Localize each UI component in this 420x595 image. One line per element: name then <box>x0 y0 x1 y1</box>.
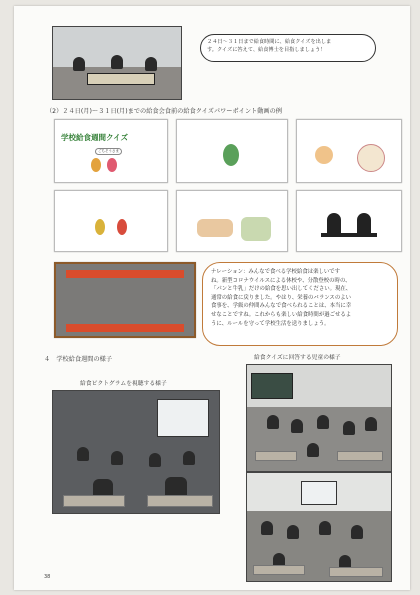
slide-quiz-title <box>54 119 168 183</box>
page-number: 38 <box>44 574 51 580</box>
child-figure-icon <box>117 219 127 235</box>
section-2-heading: （2）２４日(月)～３１日(月)までの給食会食前の給食クイズパワーポイント動画の例 <box>46 108 282 115</box>
header-bubble-line2: す。クイズに答えて、給食博士を目指しましょう！ <box>207 47 326 53</box>
caption-pictogram-photo: 給食ピクトグラムを視聴する様子 <box>80 381 167 387</box>
pictogram-table-icon <box>321 233 377 237</box>
narration-line: ナレーション：みんなで食べる学校給食は楽しいです <box>211 269 341 275</box>
eating-child-icon <box>315 146 333 164</box>
narration-line: 食事を、学級の仲間みんなで食べられることは、本当に幸 <box>211 303 352 310</box>
top-classroom-photo <box>52 26 182 100</box>
pictogram-person-icon <box>357 213 371 235</box>
classroom-screen <box>301 481 337 505</box>
pictogram-person-icon <box>327 213 341 235</box>
slide-question-1 <box>176 119 288 183</box>
caption-quiz-photo: 給食クイズに回答する児童の様子 <box>254 355 341 361</box>
lunch-group-icon <box>241 217 271 241</box>
teacher-figure-icon <box>223 144 239 166</box>
child-figure-icon <box>95 219 105 235</box>
pictogram-viewing-photo <box>52 390 220 514</box>
header-bubble-line1: ２４日～３１日まで給食時間に、給食クイズを出しま <box>207 39 332 45</box>
narration-line: 「パンと牛乳」だけの給食を思い出してください。現在、 <box>211 286 352 293</box>
narration-line: せなことですね。これからも楽しい給食時間が過ごせるよ <box>211 311 352 318</box>
narration-line: 通常の給食に戻りました。やはり、栄養のバランスのよい <box>211 294 351 301</box>
narration-bubble <box>202 262 398 346</box>
document-page <box>14 6 410 590</box>
quiz-title-text: 学校給食週間クイズ <box>61 133 129 142</box>
slide-pictogram <box>296 190 402 252</box>
classroom-screen <box>157 399 209 437</box>
slide-question-3 <box>54 190 168 252</box>
narration-line: ね。新型コロナウイルスによる休校や、分散登校の時の、 <box>211 277 351 284</box>
header-speech-bubble <box>200 34 376 62</box>
meal-plate-icon <box>357 144 385 172</box>
narration-line: うに、ルールを守って学校生活を送りましょう。 <box>211 320 330 327</box>
section-4-heading: ４ 学校給食週間の様子 <box>44 356 113 363</box>
lunch-group-icon <box>197 219 233 237</box>
quiz-answer-photo-2 <box>246 472 392 582</box>
badge: ごちそうさま <box>95 148 122 155</box>
child-figure-icon <box>91 158 101 172</box>
slide-closing-photo <box>54 262 196 338</box>
child-figure-icon <box>107 158 117 172</box>
slide-question-2 <box>296 119 402 183</box>
quiz-answer-photo-1 <box>246 364 392 472</box>
slide-question-4 <box>176 190 288 252</box>
